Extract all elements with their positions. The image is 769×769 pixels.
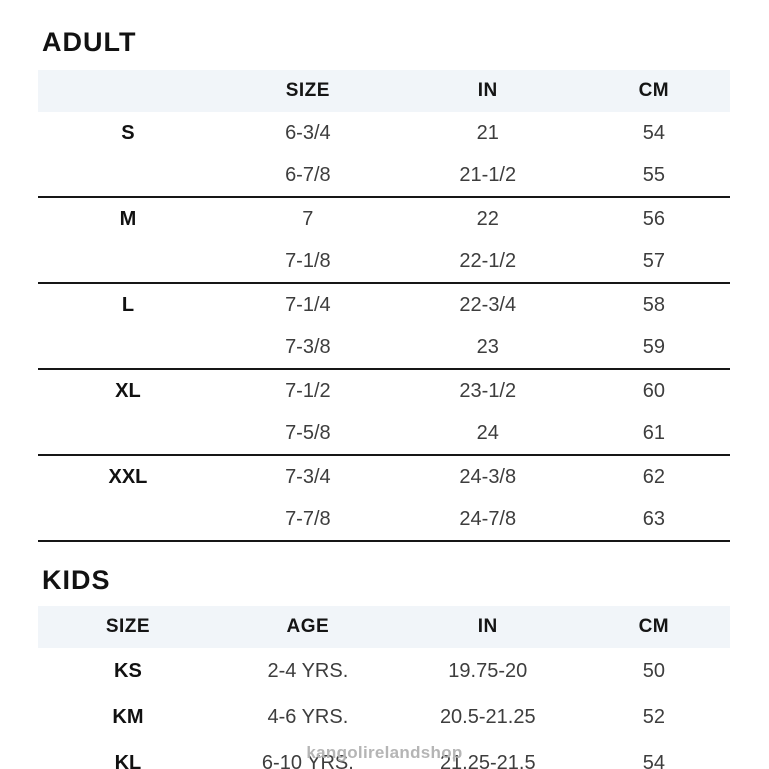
in-value-cell: 24 bbox=[398, 412, 578, 455]
size-value-cell: 6-3/4 bbox=[285, 121, 331, 144]
kids-size-label: KL bbox=[114, 751, 142, 769]
table-row bbox=[38, 240, 730, 283]
table-row bbox=[38, 369, 730, 412]
watermark: kangolirelandshop bbox=[306, 743, 463, 762]
age-value-cell: 4-6 YRS. bbox=[267, 705, 349, 728]
in-value-cell: 22-3/4 bbox=[459, 293, 517, 316]
kids-table-header-row bbox=[38, 606, 730, 648]
kids-header-in: IN bbox=[398, 606, 578, 648]
table-row bbox=[38, 455, 730, 498]
size-group-label: S bbox=[121, 121, 135, 144]
size-value-cell: 7 bbox=[302, 207, 314, 230]
kids-header-size: SIZE bbox=[38, 606, 218, 648]
in-value-cell: 22 bbox=[476, 207, 499, 230]
cm-value-cell: 55 bbox=[578, 154, 730, 197]
table-row bbox=[38, 326, 730, 369]
size-value-cell: 7-7/8 bbox=[218, 498, 398, 541]
cm-value-cell: 52 bbox=[642, 705, 665, 728]
cm-value-cell: 54 bbox=[642, 751, 665, 769]
in-value-cell: 21.25-21.5 bbox=[439, 751, 536, 769]
size-value-cell: 7-3/4 bbox=[285, 465, 331, 488]
size-group-label bbox=[38, 498, 218, 541]
in-value-cell: 22-1/2 bbox=[398, 240, 578, 283]
adult-table-header-row bbox=[38, 70, 730, 112]
adult-header-size: SIZE bbox=[218, 70, 398, 112]
in-value-cell: 24-7/8 bbox=[398, 498, 578, 541]
size-group-label bbox=[38, 326, 218, 369]
kids-header-age: AGE bbox=[218, 606, 398, 648]
table-row bbox=[38, 197, 730, 240]
table-row bbox=[38, 648, 730, 694]
table-row bbox=[38, 412, 730, 455]
in-value-cell: 19.75-20 bbox=[448, 659, 528, 682]
size-group-label bbox=[38, 154, 218, 197]
table-row bbox=[38, 694, 730, 740]
cm-value-cell: 61 bbox=[578, 412, 730, 455]
in-value-cell: 23-1/2 bbox=[459, 379, 517, 402]
in-value-cell: 20.5-21.25 bbox=[439, 705, 536, 728]
cm-value-cell: 54 bbox=[642, 121, 665, 144]
kids-section-title: KIDS bbox=[42, 565, 111, 595]
adult-section-title: ADULT bbox=[42, 27, 137, 57]
cm-value-cell: 56 bbox=[642, 207, 665, 230]
adult-size-table bbox=[38, 70, 730, 542]
kids-size-label: KS bbox=[114, 659, 142, 682]
adult-header-in: IN bbox=[398, 70, 578, 112]
cm-value-cell: 63 bbox=[578, 498, 730, 541]
cm-value-cell: 62 bbox=[642, 465, 665, 488]
table-row bbox=[38, 112, 730, 154]
kids-size-label: KM bbox=[112, 705, 144, 728]
cm-value-cell: 59 bbox=[578, 326, 730, 369]
size-value-cell: 7-1/8 bbox=[218, 240, 398, 283]
size-value-cell: 7-1/2 bbox=[285, 379, 331, 402]
in-value-cell: 21 bbox=[476, 121, 499, 144]
age-value-cell: 2-4 YRS. bbox=[267, 659, 349, 682]
table-row bbox=[38, 283, 730, 326]
table-row bbox=[38, 154, 730, 197]
size-group-label bbox=[38, 240, 218, 283]
size-value-cell: 7-5/8 bbox=[218, 412, 398, 455]
size-value-cell: 6-7/8 bbox=[218, 154, 398, 197]
size-group-label: XXL bbox=[108, 465, 148, 488]
in-value-cell: 21-1/2 bbox=[398, 154, 578, 197]
cm-value-cell: 58 bbox=[642, 293, 665, 316]
size-group-label: L bbox=[121, 293, 135, 316]
kids-header-cm: CM bbox=[578, 606, 730, 648]
size-value-cell: 7-3/8 bbox=[218, 326, 398, 369]
cm-value-cell: 57 bbox=[578, 240, 730, 283]
size-value-cell: 7-1/4 bbox=[285, 293, 331, 316]
adult-header-cm: CM bbox=[578, 70, 730, 112]
cm-value-cell: 50 bbox=[642, 659, 665, 682]
size-group-label bbox=[38, 412, 218, 455]
in-value-cell: 23 bbox=[398, 326, 578, 369]
table-row bbox=[38, 498, 730, 541]
size-group-label: M bbox=[119, 207, 137, 230]
cm-value-cell: 60 bbox=[642, 379, 665, 402]
age-value-cell: 6-10 YRS. bbox=[261, 751, 354, 769]
in-value-cell: 24-3/8 bbox=[459, 465, 517, 488]
size-group-label: XL bbox=[115, 379, 141, 402]
adult-header-blank bbox=[38, 70, 218, 112]
